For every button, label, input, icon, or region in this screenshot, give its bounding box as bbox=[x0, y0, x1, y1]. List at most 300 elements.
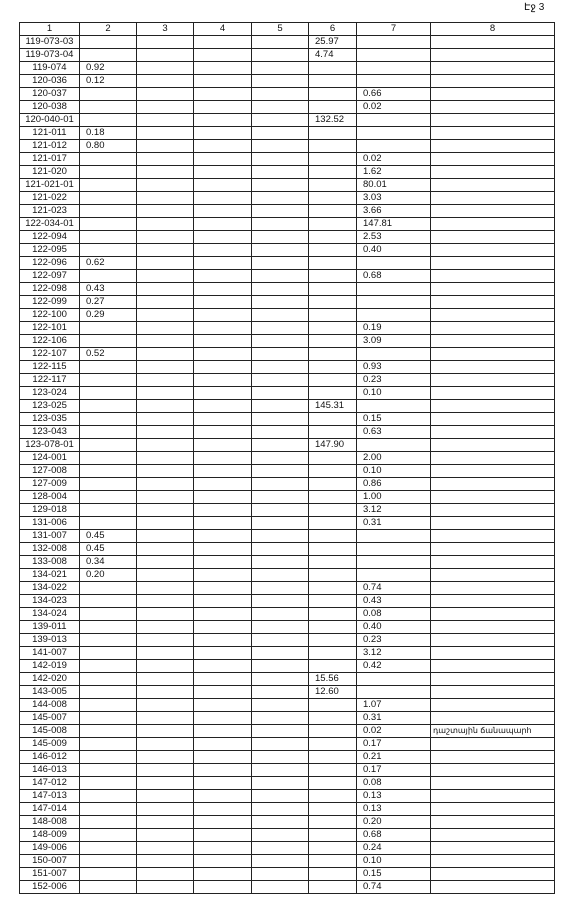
value-cell bbox=[252, 218, 309, 231]
value-cell bbox=[357, 556, 431, 569]
value-cell bbox=[252, 517, 309, 530]
value-cell bbox=[194, 114, 252, 127]
note-cell bbox=[431, 491, 555, 504]
parcel-code-cell: 146-013 bbox=[20, 764, 80, 777]
value-cell: 0.10 bbox=[357, 387, 431, 400]
note-cell bbox=[431, 465, 555, 478]
parcel-code-cell: 134-024 bbox=[20, 608, 80, 621]
value-cell bbox=[137, 465, 194, 478]
value-cell bbox=[252, 231, 309, 244]
parcel-code-cell: 128-004 bbox=[20, 491, 80, 504]
value-cell bbox=[194, 829, 252, 842]
value-cell: 0.34 bbox=[80, 556, 137, 569]
value-cell bbox=[309, 881, 357, 894]
value-cell bbox=[309, 153, 357, 166]
value-cell bbox=[137, 764, 194, 777]
table-row bbox=[20, 322, 555, 335]
value-cell: 0.74 bbox=[357, 582, 431, 595]
column-header-6: 6 bbox=[309, 23, 357, 36]
value-cell bbox=[252, 582, 309, 595]
value-cell bbox=[194, 855, 252, 868]
value-cell bbox=[194, 36, 252, 49]
value-cell bbox=[194, 439, 252, 452]
value-cell bbox=[80, 634, 137, 647]
value-cell: 25.97 bbox=[309, 36, 357, 49]
parcel-code-cell: 121-020 bbox=[20, 166, 80, 179]
table-row bbox=[20, 621, 555, 634]
parcel-code-cell: 133-008 bbox=[20, 556, 80, 569]
value-cell bbox=[137, 426, 194, 439]
value-cell bbox=[194, 881, 252, 894]
value-cell: 0.62 bbox=[80, 257, 137, 270]
note-cell bbox=[431, 166, 555, 179]
parcel-code-cell: 123-043 bbox=[20, 426, 80, 439]
table-row bbox=[20, 205, 555, 218]
value-cell bbox=[252, 842, 309, 855]
value-cell bbox=[252, 608, 309, 621]
value-cell bbox=[80, 114, 137, 127]
value-cell bbox=[194, 309, 252, 322]
value-cell bbox=[252, 816, 309, 829]
value-cell bbox=[309, 62, 357, 75]
table-row bbox=[20, 491, 555, 504]
value-cell bbox=[309, 88, 357, 101]
value-cell bbox=[357, 530, 431, 543]
value-cell bbox=[80, 751, 137, 764]
parcel-code-cell: 146-012 bbox=[20, 751, 80, 764]
parcel-code-cell: 139-011 bbox=[20, 621, 80, 634]
table-row bbox=[20, 686, 555, 699]
value-cell bbox=[309, 556, 357, 569]
value-cell bbox=[252, 738, 309, 751]
value-cell bbox=[194, 62, 252, 75]
value-cell bbox=[80, 777, 137, 790]
value-cell bbox=[309, 452, 357, 465]
note-cell bbox=[431, 881, 555, 894]
value-cell bbox=[194, 803, 252, 816]
value-cell bbox=[194, 244, 252, 257]
value-cell: 0.68 bbox=[357, 270, 431, 283]
value-cell bbox=[309, 803, 357, 816]
value-cell bbox=[309, 569, 357, 582]
table-row bbox=[20, 439, 555, 452]
value-cell bbox=[309, 777, 357, 790]
value-cell bbox=[194, 322, 252, 335]
value-cell bbox=[252, 75, 309, 88]
value-cell bbox=[137, 140, 194, 153]
value-cell bbox=[137, 686, 194, 699]
value-cell bbox=[137, 413, 194, 426]
value-cell bbox=[252, 660, 309, 673]
header-row bbox=[20, 23, 555, 36]
table-row bbox=[20, 660, 555, 673]
value-cell bbox=[80, 205, 137, 218]
value-cell: 0.31 bbox=[357, 517, 431, 530]
value-cell bbox=[309, 387, 357, 400]
table-row bbox=[20, 296, 555, 309]
note-cell bbox=[431, 218, 555, 231]
value-cell bbox=[252, 543, 309, 556]
value-cell bbox=[309, 166, 357, 179]
value-cell bbox=[252, 712, 309, 725]
parcel-code-cell: 122-117 bbox=[20, 374, 80, 387]
table-row bbox=[20, 530, 555, 543]
value-cell bbox=[309, 855, 357, 868]
parcel-code-cell: 152-006 bbox=[20, 881, 80, 894]
table-row bbox=[20, 140, 555, 153]
value-cell bbox=[252, 764, 309, 777]
value-cell bbox=[309, 868, 357, 881]
value-cell bbox=[80, 790, 137, 803]
value-cell bbox=[309, 842, 357, 855]
value-cell bbox=[137, 114, 194, 127]
value-cell: 0.74 bbox=[357, 881, 431, 894]
value-cell bbox=[194, 595, 252, 608]
value-cell bbox=[194, 127, 252, 140]
value-cell bbox=[194, 530, 252, 543]
value-cell bbox=[252, 296, 309, 309]
note-cell bbox=[431, 322, 555, 335]
value-cell bbox=[80, 166, 137, 179]
value-cell bbox=[252, 439, 309, 452]
value-cell bbox=[137, 491, 194, 504]
note-cell bbox=[431, 413, 555, 426]
parcel-code-cell: 121-011 bbox=[20, 127, 80, 140]
table-row bbox=[20, 270, 555, 283]
column-header-2: 2 bbox=[80, 23, 137, 36]
parcel-code-cell: 122-100 bbox=[20, 309, 80, 322]
value-cell bbox=[137, 49, 194, 62]
table-row bbox=[20, 582, 555, 595]
parcel-code-cell: 134-023 bbox=[20, 595, 80, 608]
value-cell bbox=[252, 387, 309, 400]
value-cell: 0.15 bbox=[357, 413, 431, 426]
parcel-code-cell: 148-009 bbox=[20, 829, 80, 842]
table-row bbox=[20, 413, 555, 426]
note-cell bbox=[431, 231, 555, 244]
value-cell bbox=[137, 283, 194, 296]
value-cell bbox=[80, 725, 137, 738]
note-cell bbox=[431, 582, 555, 595]
value-cell bbox=[80, 712, 137, 725]
note-cell bbox=[431, 517, 555, 530]
value-cell bbox=[137, 777, 194, 790]
table-row bbox=[20, 400, 555, 413]
value-cell bbox=[194, 75, 252, 88]
table-row bbox=[20, 283, 555, 296]
table-row bbox=[20, 335, 555, 348]
value-cell bbox=[357, 686, 431, 699]
note-cell bbox=[431, 283, 555, 296]
value-cell bbox=[137, 88, 194, 101]
value-cell bbox=[309, 322, 357, 335]
parcel-code-cell: 143-005 bbox=[20, 686, 80, 699]
value-cell bbox=[357, 62, 431, 75]
parcel-code-cell: 145-008 bbox=[20, 725, 80, 738]
note-cell bbox=[431, 530, 555, 543]
value-cell bbox=[137, 582, 194, 595]
table-row bbox=[20, 88, 555, 101]
value-cell bbox=[252, 270, 309, 283]
note-cell bbox=[431, 374, 555, 387]
table-row bbox=[20, 387, 555, 400]
value-cell bbox=[80, 270, 137, 283]
value-cell bbox=[80, 49, 137, 62]
value-cell: 3.12 bbox=[357, 647, 431, 660]
note-cell bbox=[431, 140, 555, 153]
parcel-code-cell: 139-013 bbox=[20, 634, 80, 647]
value-cell bbox=[137, 517, 194, 530]
parcel-code-cell: 134-021 bbox=[20, 569, 80, 582]
parcel-code-cell: 122-034-01 bbox=[20, 218, 80, 231]
value-cell bbox=[194, 699, 252, 712]
value-cell bbox=[137, 790, 194, 803]
value-cell bbox=[252, 569, 309, 582]
parcel-code-cell: 121-022 bbox=[20, 192, 80, 205]
table-row bbox=[20, 426, 555, 439]
table-row bbox=[20, 634, 555, 647]
value-cell bbox=[252, 283, 309, 296]
value-cell bbox=[137, 608, 194, 621]
value-cell: 3.09 bbox=[357, 335, 431, 348]
value-cell bbox=[194, 816, 252, 829]
value-cell bbox=[309, 465, 357, 478]
note-cell bbox=[431, 153, 555, 166]
value-cell bbox=[80, 413, 137, 426]
value-cell bbox=[137, 270, 194, 283]
parcel-code-cell: 123-078-01 bbox=[20, 439, 80, 452]
value-cell bbox=[194, 712, 252, 725]
table-row bbox=[20, 803, 555, 816]
value-cell bbox=[252, 790, 309, 803]
value-cell bbox=[309, 283, 357, 296]
value-cell bbox=[252, 62, 309, 75]
value-cell bbox=[309, 413, 357, 426]
value-cell bbox=[137, 62, 194, 75]
value-cell bbox=[252, 335, 309, 348]
parcel-code-cell: 120-036 bbox=[20, 75, 80, 88]
value-cell bbox=[252, 621, 309, 634]
value-cell bbox=[137, 75, 194, 88]
value-cell bbox=[194, 192, 252, 205]
value-cell bbox=[194, 101, 252, 114]
value-cell bbox=[137, 712, 194, 725]
value-cell: 0.31 bbox=[357, 712, 431, 725]
value-cell bbox=[137, 101, 194, 114]
note-cell bbox=[431, 608, 555, 621]
value-cell bbox=[252, 530, 309, 543]
value-cell bbox=[194, 582, 252, 595]
parcel-code-cell: 149-006 bbox=[20, 842, 80, 855]
note-cell bbox=[431, 855, 555, 868]
table-row bbox=[20, 153, 555, 166]
parcel-code-cell: 147-013 bbox=[20, 790, 80, 803]
table-row bbox=[20, 374, 555, 387]
value-cell bbox=[137, 699, 194, 712]
value-cell bbox=[137, 179, 194, 192]
value-cell bbox=[194, 179, 252, 192]
parcel-code-cell: 124-001 bbox=[20, 452, 80, 465]
value-cell: 3.03 bbox=[357, 192, 431, 205]
value-cell: 0.29 bbox=[80, 309, 137, 322]
value-cell bbox=[252, 556, 309, 569]
value-cell bbox=[309, 504, 357, 517]
value-cell bbox=[137, 439, 194, 452]
value-cell bbox=[309, 101, 357, 114]
table-row bbox=[20, 361, 555, 374]
value-cell bbox=[80, 88, 137, 101]
value-cell: 0.08 bbox=[357, 608, 431, 621]
value-cell bbox=[309, 179, 357, 192]
parcel-code-cell: 142-019 bbox=[20, 660, 80, 673]
value-cell bbox=[309, 634, 357, 647]
value-cell bbox=[194, 257, 252, 270]
table-row bbox=[20, 842, 555, 855]
value-cell bbox=[194, 842, 252, 855]
value-cell: 0.15 bbox=[357, 868, 431, 881]
parcel-code-cell: 145-009 bbox=[20, 738, 80, 751]
value-cell: 0.40 bbox=[357, 621, 431, 634]
note-cell bbox=[431, 257, 555, 270]
value-cell bbox=[194, 517, 252, 530]
table-row bbox=[20, 556, 555, 569]
value-cell bbox=[137, 725, 194, 738]
table-row bbox=[20, 114, 555, 127]
value-cell bbox=[309, 725, 357, 738]
value-cell bbox=[194, 504, 252, 517]
table-row bbox=[20, 192, 555, 205]
value-cell bbox=[194, 348, 252, 361]
value-cell bbox=[137, 374, 194, 387]
note-cell bbox=[431, 452, 555, 465]
parcel-code-cell: 151-007 bbox=[20, 868, 80, 881]
value-cell bbox=[309, 543, 357, 556]
value-cell: 4.74 bbox=[309, 49, 357, 62]
value-cell bbox=[194, 621, 252, 634]
table-row bbox=[20, 699, 555, 712]
value-cell bbox=[252, 855, 309, 868]
note-cell bbox=[431, 803, 555, 816]
note-cell bbox=[431, 673, 555, 686]
value-cell bbox=[137, 257, 194, 270]
value-cell bbox=[80, 621, 137, 634]
value-cell bbox=[137, 361, 194, 374]
parcel-code-cell: 127-009 bbox=[20, 478, 80, 491]
parcel-code-cell: 121-021-01 bbox=[20, 179, 80, 192]
table-row bbox=[20, 868, 555, 881]
value-cell bbox=[137, 751, 194, 764]
parcel-code-cell: 132-008 bbox=[20, 543, 80, 556]
value-cell: 3.66 bbox=[357, 205, 431, 218]
table-row bbox=[20, 855, 555, 868]
value-cell bbox=[137, 309, 194, 322]
value-cell: 12.60 bbox=[309, 686, 357, 699]
note-cell bbox=[431, 686, 555, 699]
value-cell bbox=[252, 244, 309, 257]
value-cell bbox=[137, 530, 194, 543]
value-cell bbox=[80, 855, 137, 868]
value-cell bbox=[309, 660, 357, 673]
note-cell bbox=[431, 569, 555, 582]
value-cell bbox=[194, 868, 252, 881]
value-cell bbox=[137, 543, 194, 556]
value-cell bbox=[80, 647, 137, 660]
value-cell: 0.02 bbox=[357, 153, 431, 166]
note-cell bbox=[431, 478, 555, 491]
parcel-code-cell: 121-012 bbox=[20, 140, 80, 153]
value-cell bbox=[137, 36, 194, 49]
value-cell bbox=[252, 803, 309, 816]
value-cell bbox=[252, 49, 309, 62]
note-cell bbox=[431, 504, 555, 517]
value-cell bbox=[357, 296, 431, 309]
parcel-code-cell: 123-024 bbox=[20, 387, 80, 400]
value-cell bbox=[137, 218, 194, 231]
note-cell bbox=[431, 738, 555, 751]
table-row bbox=[20, 738, 555, 751]
value-cell bbox=[252, 114, 309, 127]
value-cell bbox=[357, 114, 431, 127]
value-cell bbox=[137, 205, 194, 218]
value-cell bbox=[309, 192, 357, 205]
value-cell bbox=[80, 452, 137, 465]
value-cell bbox=[252, 101, 309, 114]
value-cell bbox=[309, 140, 357, 153]
value-cell bbox=[252, 166, 309, 179]
value-cell bbox=[80, 608, 137, 621]
value-cell bbox=[252, 881, 309, 894]
value-cell bbox=[194, 413, 252, 426]
value-cell: 147.81 bbox=[357, 218, 431, 231]
value-cell bbox=[252, 478, 309, 491]
column-header-4: 4 bbox=[194, 23, 252, 36]
table-row bbox=[20, 452, 555, 465]
value-cell bbox=[194, 205, 252, 218]
parcel-code-cell: 122-094 bbox=[20, 231, 80, 244]
value-cell bbox=[80, 101, 137, 114]
value-cell: 0.19 bbox=[357, 322, 431, 335]
note-cell bbox=[431, 62, 555, 75]
value-cell: 0.13 bbox=[357, 803, 431, 816]
value-cell: 0.10 bbox=[357, 465, 431, 478]
value-cell bbox=[137, 153, 194, 166]
parcel-code-cell: 119-073-04 bbox=[20, 49, 80, 62]
value-cell bbox=[80, 764, 137, 777]
value-cell bbox=[137, 127, 194, 140]
value-cell bbox=[309, 231, 357, 244]
value-cell bbox=[80, 153, 137, 166]
value-cell bbox=[309, 621, 357, 634]
note-cell bbox=[431, 387, 555, 400]
table-row bbox=[20, 127, 555, 140]
value-cell bbox=[194, 751, 252, 764]
note-cell bbox=[431, 296, 555, 309]
parcel-code-cell: 122-101 bbox=[20, 322, 80, 335]
value-cell bbox=[252, 179, 309, 192]
note-cell bbox=[431, 49, 555, 62]
value-cell bbox=[357, 543, 431, 556]
value-cell bbox=[309, 595, 357, 608]
value-cell: 3.12 bbox=[357, 504, 431, 517]
value-cell: 0.21 bbox=[357, 751, 431, 764]
value-cell bbox=[80, 868, 137, 881]
table-row bbox=[20, 75, 555, 88]
value-cell bbox=[252, 374, 309, 387]
table-row bbox=[20, 647, 555, 660]
value-cell bbox=[252, 504, 309, 517]
table-row bbox=[20, 790, 555, 803]
note-cell bbox=[431, 36, 555, 49]
